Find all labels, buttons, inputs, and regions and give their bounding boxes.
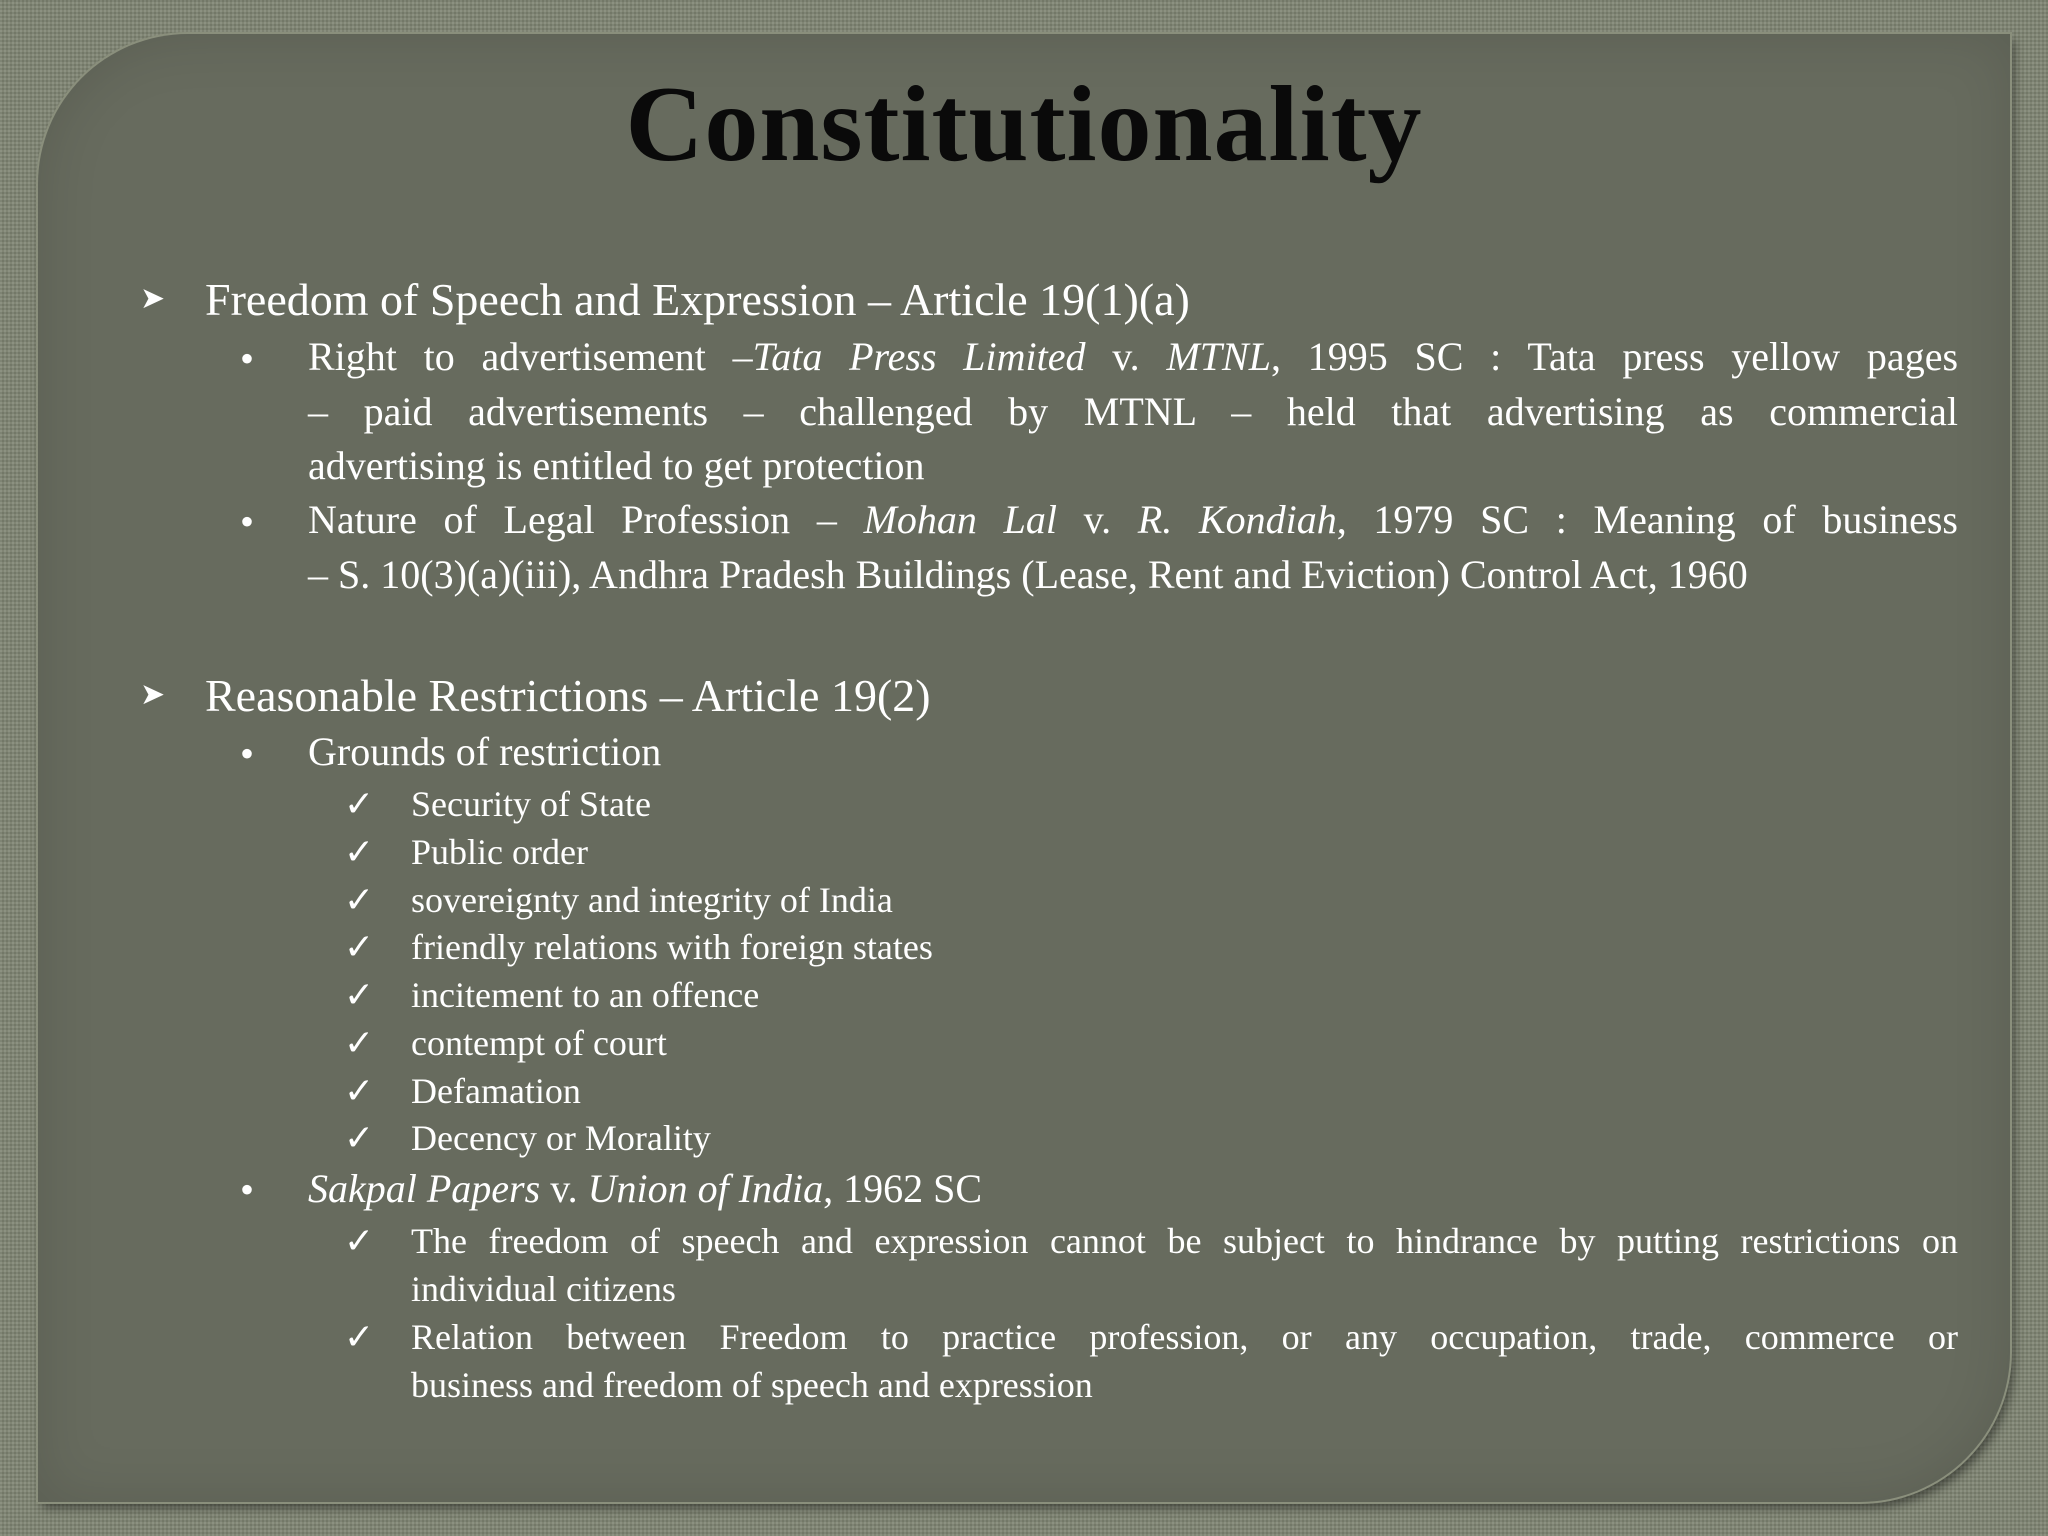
check-icon: ✓ xyxy=(344,1023,375,1063)
item-line: Right to advertisement –Tata Press Limited v. MTNL, 1995 SC : Tata press yellow pages xyxy=(308,334,1959,379)
case-citation: Sakpal Papers v. Union of India, 1962 SC xyxy=(308,1166,983,1211)
dot-bullet-icon: • xyxy=(240,336,255,381)
dot-bullet-icon: • xyxy=(240,499,255,544)
check-icon: ✓ xyxy=(344,1118,375,1158)
check-icon: ✓ xyxy=(344,1071,375,1111)
ground-item: contempt of court xyxy=(411,1023,667,1063)
ground-item: Defamation xyxy=(411,1071,581,1111)
check-icon: ✓ xyxy=(344,880,375,920)
check-icon: ✓ xyxy=(344,784,375,824)
case-point-line: The freedom of speech and expression cannot be subject to hindrance by putting restrictions on xyxy=(411,1221,1958,1261)
ground-item: Public order xyxy=(411,832,588,872)
check-icon: ✓ xyxy=(344,832,375,872)
ground-item: sovereignty and integrity of India xyxy=(411,880,893,920)
ground-item: incitement to an offence xyxy=(411,975,760,1015)
arrow-bullet-icon: ➤ xyxy=(140,282,166,315)
grounds-label: Grounds of restriction xyxy=(308,729,662,774)
item-line: – paid advertisements – challenged by MTNL – held that advertising as commercial xyxy=(308,389,1958,434)
ground-item: Decency or Morality xyxy=(411,1118,711,1158)
item-line: advertising is entitled to get protection xyxy=(308,443,925,488)
check-icon: ✓ xyxy=(344,975,375,1015)
ground-item: friendly relations with foreign states xyxy=(411,927,933,967)
section-heading-freedom: Freedom of Speech and Expression – Article 19(1)(a) xyxy=(205,274,1190,325)
slide-title: Constitutionality xyxy=(625,65,1423,184)
check-icon: ✓ xyxy=(344,1317,375,1357)
item-line: Nature of Legal Profession – Mohan Lal v. R. Kondiah, 1979 SC : Meaning of business xyxy=(308,497,1958,542)
dot-bullet-icon: • xyxy=(240,731,255,776)
dot-bullet-icon: • xyxy=(240,1167,255,1212)
ground-item: Security of State xyxy=(411,784,651,824)
item-line: – S. 10(3)(a)(iii), Andhra Pradesh Buildings (Lease, Rent and Eviction) Control Act, 1960 xyxy=(308,552,1748,597)
section-heading-restrictions: Reasonable Restrictions – Article 19(2) xyxy=(205,670,931,721)
arrow-bullet-icon: ➤ xyxy=(140,678,166,711)
case-point-line: individual citizens xyxy=(411,1269,676,1309)
check-icon: ✓ xyxy=(344,1221,375,1261)
case-point-line: Relation between Freedom to practice profession, or any occupation, trade, commerce or xyxy=(411,1317,1958,1357)
check-icon: ✓ xyxy=(344,927,375,967)
case-point-line: business and freedom of speech and expression xyxy=(411,1365,1093,1405)
